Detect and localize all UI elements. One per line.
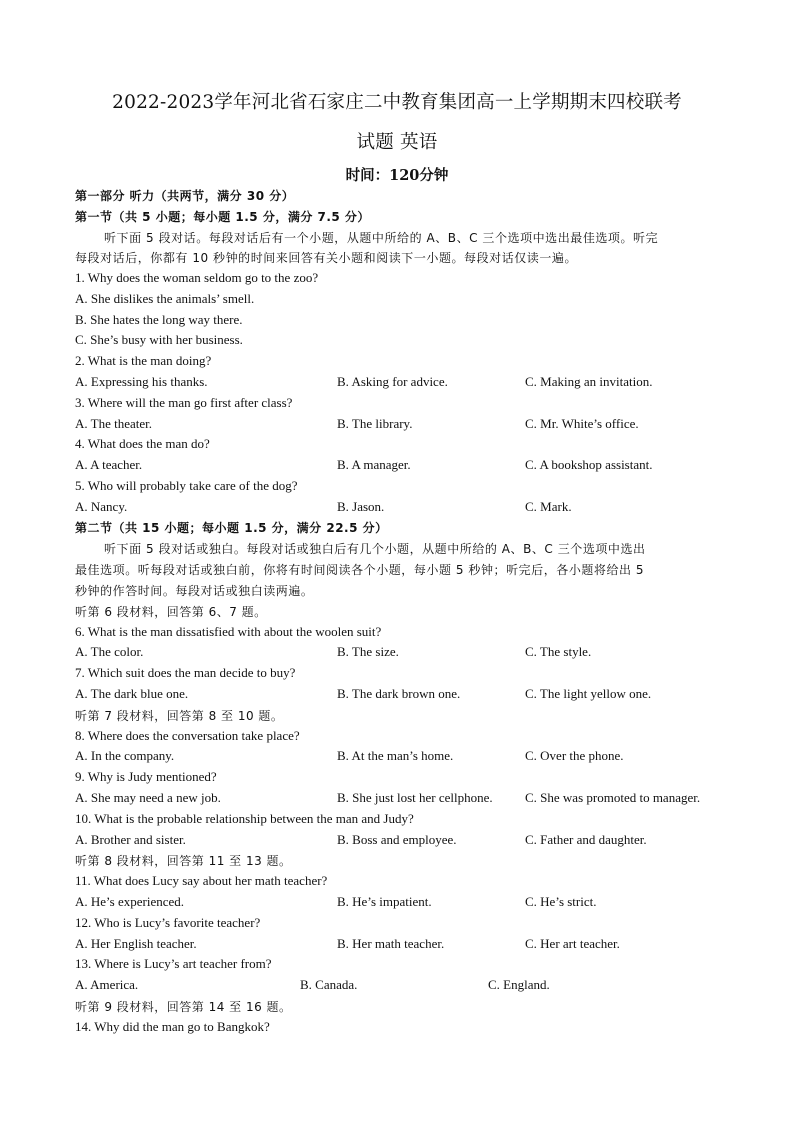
question-stem: 2. What is the man doing? <box>75 353 212 368</box>
option-c: C. Over the phone. <box>525 748 624 763</box>
question-stem: 3. Where will the man go first after class? <box>75 395 293 410</box>
option-c: C. The light yellow one. <box>525 686 652 701</box>
option-b: B. Jason. <box>337 499 385 514</box>
option-c: C. Mark. <box>525 499 572 514</box>
section2-instructions: 秒钟的作答时间。每段对话或独白读两遍。 <box>75 584 314 598</box>
material-label: 听第 7 段材料，回答第 8 至 10 题。 <box>75 709 284 723</box>
section2-heading: 第二节（共 15 小题；每小题 1.5 分，满分 22.5 分） <box>75 521 388 535</box>
part1-heading: 第一部分 听力（共两节，满分 30 分） <box>75 189 295 203</box>
option-c: C. The style. <box>525 644 592 659</box>
question-stem: 11. What does Lucy say about her math teacher? <box>75 873 328 888</box>
question-stem: 14. Why did the man go to Bangkok? <box>75 1019 270 1034</box>
question-stem: 10. What is the probable relationship between the man and Judy? <box>75 811 414 826</box>
option-c: C. Making an invitation. <box>525 374 653 389</box>
question-stem: 8. Where does the conversation take place? <box>75 728 300 743</box>
exam-subtitle: 试题 英语 <box>356 132 438 153</box>
option-b: B. Boss and employee. <box>337 832 457 847</box>
option-c: C. Father and daughter. <box>525 832 647 847</box>
option-a: A. Expressing his thanks. <box>75 374 208 389</box>
option-a: A. He’s experienced. <box>75 894 185 909</box>
option-b: B. The dark brown one. <box>337 686 461 701</box>
option-a: A. The dark blue one. <box>75 686 189 701</box>
option-c: C. She’s busy with her business. <box>75 332 243 347</box>
section2-instructions: 最佳选项。听每段对话或独白前，你将有时间阅读各个小题，每小题 5 秒钟；听完后，各小题将给出 5 <box>75 563 645 577</box>
question-stem: 13. Where is Lucy’s art teacher from? <box>75 956 272 971</box>
option-b: B. The library. <box>337 416 413 431</box>
question-stem: 1. Why does the woman seldom go to the zoo? <box>75 270 319 285</box>
option-b: B. Canada. <box>300 977 358 992</box>
option-a: A. She dislikes the animals’ smell. <box>75 291 255 306</box>
option-b: B. She just lost her cellphone. <box>337 790 493 805</box>
option-c: C. She was promoted to manager. <box>525 790 701 805</box>
option-a: A. Nancy. <box>75 499 128 514</box>
section2-instructions: 听下面 5 段对话或独白。每段对话或独白后有几个小题，从题中所给的 A、B、C 三个选项中选出 <box>104 542 646 556</box>
question-stem: 5. Who will probably take care of the dog? <box>75 478 298 493</box>
option-a: A. Her English teacher. <box>75 936 197 951</box>
question-stem: 12. Who is Lucy’s favorite teacher? <box>75 915 261 930</box>
option-c: C. England. <box>488 977 550 992</box>
section1-heading: 第一节（共 5 小题；每小题 1.5 分，满分 7.5 分） <box>75 210 370 224</box>
option-c: C. A bookshop assistant. <box>525 457 653 472</box>
section1-instructions: 每段对话后，你都有 10 秒钟的时间来回答有关小题和阅读下一小题。每段对话仅读一遍。 <box>75 251 578 265</box>
option-b: B. A manager. <box>337 457 411 472</box>
option-b: B. He’s impatient. <box>337 894 432 909</box>
question-stem: 7. Which suit does the man decide to buy? <box>75 665 296 680</box>
option-a: A. Brother and sister. <box>75 832 186 847</box>
option-a: A. America. <box>75 977 139 992</box>
option-c: C. He’s strict. <box>525 894 597 909</box>
material-label: 听第 6 段材料，回答第 6、7 题。 <box>75 605 267 619</box>
option-b: B. Her math teacher. <box>337 936 445 951</box>
option-a: A. A teacher. <box>75 457 143 472</box>
option-c: C. Mr. White’s office. <box>525 416 639 431</box>
material-label: 听第 8 段材料，回答第 11 至 13 题。 <box>75 854 292 868</box>
material-label: 听第 9 段材料，回答第 14 至 16 题。 <box>75 1000 292 1014</box>
option-b: B. At the man’s home. <box>337 748 454 763</box>
section1-instructions: 听下面 5 段对话。每段对话后有一个小题，从题中所给的 A、B、C 三个选项中选出最佳选项。听完 <box>104 231 659 245</box>
question-stem: 9. Why is Judy mentioned? <box>75 769 217 784</box>
exam-time: 时间：120分钟 <box>345 167 449 184</box>
exam-title: 2022-2023学年河北省石家庄二中教育集团高一上学期期末四校联考 <box>112 92 682 113</box>
option-a: A. The color. <box>75 644 144 659</box>
option-b: B. The size. <box>337 644 399 659</box>
option-c: C. Her art teacher. <box>525 936 620 951</box>
option-a: A. In the company. <box>75 748 175 763</box>
option-a: A. She may need a new job. <box>75 790 221 805</box>
question-stem: 6. What is the man dissatisfied with about the woolen suit? <box>75 624 382 639</box>
option-a: A. The theater. <box>75 416 153 431</box>
question-stem: 4. What does the man do? <box>75 436 210 451</box>
option-b: B. Asking for advice. <box>337 374 448 389</box>
option-b: B. She hates the long way there. <box>75 312 243 327</box>
